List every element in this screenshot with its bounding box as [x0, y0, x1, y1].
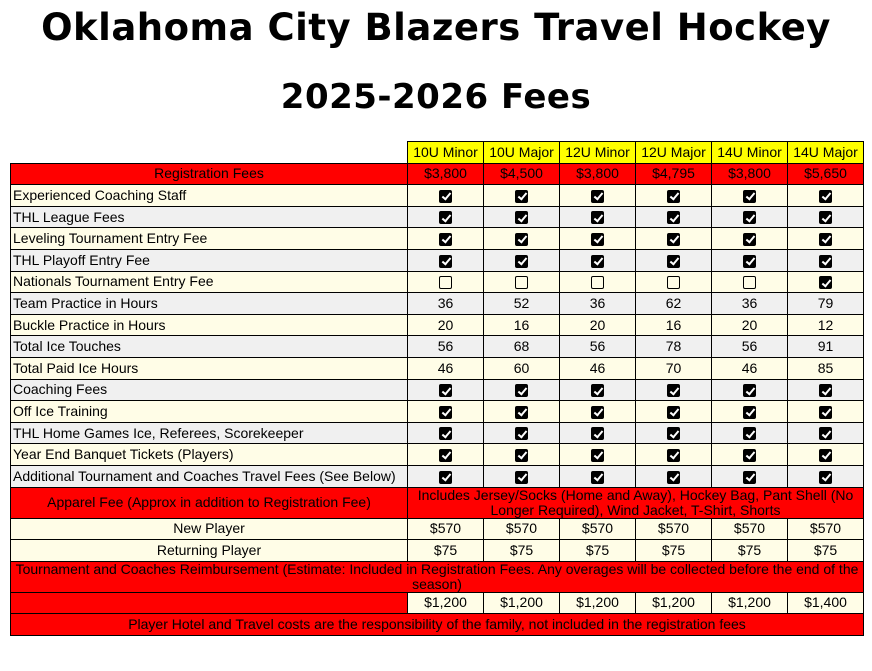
value-cell: 16 — [484, 314, 560, 336]
checked-checkbox-icon — [515, 211, 528, 224]
check-cell — [484, 185, 560, 207]
table-row — [11, 444, 864, 466]
registration-fee-value: $5,650 — [788, 163, 864, 185]
value-cell: 78 — [636, 336, 712, 358]
unchecked-checkbox-icon — [591, 276, 604, 289]
check-cell — [636, 271, 712, 293]
checked-checkbox-icon — [515, 427, 528, 440]
registration-fee-value: $3,800 — [560, 163, 636, 185]
checked-checkbox-icon — [819, 233, 832, 246]
check-cell — [788, 185, 864, 207]
row-label: THL Home Games Ice, Referees, Scorekeeper — [11, 422, 408, 444]
row-label: Apparel Fee (Approx in addition to Registration Fee) — [11, 487, 408, 518]
value-cell: 46 — [408, 357, 484, 379]
check-cell — [560, 465, 636, 487]
check-cell — [712, 444, 788, 466]
value-cell: 36 — [712, 293, 788, 315]
checked-checkbox-icon — [667, 211, 680, 224]
check-cell — [636, 249, 712, 271]
check-cell — [560, 206, 636, 228]
checked-checkbox-icon — [591, 449, 604, 462]
check-cell — [484, 206, 560, 228]
footer-row — [11, 614, 864, 636]
checked-checkbox-icon — [667, 406, 680, 419]
header-blank-cell — [11, 142, 408, 164]
row-label: Year End Banquet Tickets (Players) — [11, 444, 408, 466]
check-cell — [484, 271, 560, 293]
row-label: Off Ice Training — [11, 401, 408, 423]
registration-fees-row — [11, 163, 864, 185]
unchecked-checkbox-icon — [439, 276, 452, 289]
value-cell: $1,200 — [408, 592, 484, 614]
table-row — [11, 336, 864, 358]
checked-checkbox-icon — [667, 190, 680, 203]
value-cell: $570 — [560, 518, 636, 540]
checked-checkbox-icon — [439, 449, 452, 462]
value-cell: $570 — [484, 518, 560, 540]
check-cell — [712, 185, 788, 207]
checked-checkbox-icon — [743, 427, 756, 440]
value-cell: 52 — [484, 293, 560, 315]
checked-checkbox-icon — [439, 255, 452, 268]
value-cell: 60 — [484, 357, 560, 379]
row-label: THL League Fees — [11, 206, 408, 228]
checked-checkbox-icon — [591, 406, 604, 419]
value-cell: $1,200 — [636, 592, 712, 614]
check-cell — [560, 271, 636, 293]
check-cell — [560, 379, 636, 401]
check-cell — [712, 249, 788, 271]
value-cell: $570 — [712, 518, 788, 540]
check-cell — [408, 401, 484, 423]
check-cell — [408, 379, 484, 401]
row-label: Team Practice in Hours — [11, 293, 408, 315]
checked-checkbox-icon — [819, 427, 832, 440]
check-cell — [788, 465, 864, 487]
checked-checkbox-icon — [667, 255, 680, 268]
value-cell: $1,200 — [484, 592, 560, 614]
check-cell — [560, 422, 636, 444]
check-cell — [636, 185, 712, 207]
value-cell: $570 — [788, 518, 864, 540]
check-cell — [560, 185, 636, 207]
checked-checkbox-icon — [515, 449, 528, 462]
check-cell — [484, 249, 560, 271]
unchecked-checkbox-icon — [667, 276, 680, 289]
column-header: 10U Minor — [408, 142, 484, 164]
check-cell — [408, 465, 484, 487]
check-cell — [712, 206, 788, 228]
check-cell — [712, 228, 788, 250]
table-row — [11, 379, 864, 401]
checked-checkbox-icon — [667, 233, 680, 246]
value-cell: 20 — [408, 314, 484, 336]
check-cell — [484, 228, 560, 250]
check-cell — [484, 401, 560, 423]
check-cell — [636, 228, 712, 250]
checked-checkbox-icon — [439, 427, 452, 440]
checked-checkbox-icon — [819, 276, 832, 289]
table-row — [11, 228, 864, 250]
checked-checkbox-icon — [591, 190, 604, 203]
table-row — [11, 357, 864, 379]
check-cell — [636, 444, 712, 466]
value-cell: 70 — [636, 357, 712, 379]
row-label: Experienced Coaching Staff — [11, 185, 408, 207]
row-label: New Player — [11, 518, 408, 540]
check-cell — [484, 379, 560, 401]
table-row — [11, 271, 864, 293]
table-row — [11, 314, 864, 336]
column-header: 10U Major — [484, 142, 560, 164]
registration-fee-value: $3,800 — [408, 163, 484, 185]
checked-checkbox-icon — [667, 384, 680, 397]
checked-checkbox-icon — [743, 384, 756, 397]
row-label: Additional Tournament and Coaches Travel Fees (See Below) — [11, 465, 408, 487]
check-cell — [788, 422, 864, 444]
checked-checkbox-icon — [743, 255, 756, 268]
check-cell — [636, 379, 712, 401]
column-header: 14U Minor — [712, 142, 788, 164]
check-cell — [408, 422, 484, 444]
tournament-label: Tournament and Coaches Reimbursement (Estimate: Included in Registration Fees. Any overages will be collected before the end of the season) — [11, 561, 864, 592]
table-row — [11, 185, 864, 207]
apparel-includes: Includes Jersey/Socks (Home and Away), Hockey Bag, Pant Shell (No Longer Required), Wind Jacket, T-Shirt, Shorts — [408, 487, 864, 518]
row-label: Buckle Practice in Hours — [11, 314, 408, 336]
column-header-row — [11, 142, 864, 164]
registration-fee-value: $3,800 — [712, 163, 788, 185]
column-header: 12U Major — [636, 142, 712, 164]
value-cell: 46 — [712, 357, 788, 379]
check-cell — [484, 422, 560, 444]
checked-checkbox-icon — [819, 406, 832, 419]
checked-checkbox-icon — [819, 190, 832, 203]
row-label: Returning Player — [11, 540, 408, 562]
value-cell: 56 — [712, 336, 788, 358]
column-header: 14U Major — [788, 142, 864, 164]
check-cell — [788, 228, 864, 250]
tournament-reimbursement-row — [11, 561, 864, 592]
unchecked-checkbox-icon — [515, 276, 528, 289]
check-cell — [788, 401, 864, 423]
table-row — [11, 249, 864, 271]
check-cell — [712, 379, 788, 401]
check-cell — [712, 465, 788, 487]
row-label: Leveling Tournament Entry Fee — [11, 228, 408, 250]
empty-label-cell — [11, 592, 408, 614]
checked-checkbox-icon — [743, 449, 756, 462]
checked-checkbox-icon — [743, 211, 756, 224]
page-title: Oklahoma City Blazers Travel Hockey — [41, 6, 831, 49]
checked-checkbox-icon — [743, 471, 756, 484]
checked-checkbox-icon — [743, 406, 756, 419]
value-cell: $75 — [712, 540, 788, 562]
check-cell — [560, 249, 636, 271]
check-cell — [636, 206, 712, 228]
check-cell — [788, 379, 864, 401]
check-cell — [408, 444, 484, 466]
checked-checkbox-icon — [439, 406, 452, 419]
check-cell — [408, 249, 484, 271]
row-label: Total Ice Touches — [11, 336, 408, 358]
check-cell — [484, 444, 560, 466]
check-cell — [636, 422, 712, 444]
checked-checkbox-icon — [591, 384, 604, 397]
value-cell: 79 — [788, 293, 864, 315]
checked-checkbox-icon — [439, 471, 452, 484]
value-cell: 85 — [788, 357, 864, 379]
checked-checkbox-icon — [591, 255, 604, 268]
check-cell — [408, 206, 484, 228]
check-cell — [408, 228, 484, 250]
table-row — [11, 401, 864, 423]
checked-checkbox-icon — [743, 190, 756, 203]
check-cell — [788, 206, 864, 228]
check-cell — [484, 465, 560, 487]
checked-checkbox-icon — [439, 384, 452, 397]
checked-checkbox-icon — [819, 384, 832, 397]
value-cell: $570 — [408, 518, 484, 540]
value-cell: 20 — [712, 314, 788, 336]
checked-checkbox-icon — [439, 211, 452, 224]
footer-note: Player Hotel and Travel costs are the responsibility of the family, not included in the registration fees — [11, 614, 864, 636]
fees-table — [10, 141, 864, 636]
checked-checkbox-icon — [515, 233, 528, 246]
value-cell: $1,400 — [788, 592, 864, 614]
row-label: Registration Fees — [11, 163, 408, 185]
table-row — [11, 293, 864, 315]
row-label: Total Paid Ice Hours — [11, 357, 408, 379]
value-cell: 12 — [788, 314, 864, 336]
check-cell — [560, 401, 636, 423]
checked-checkbox-icon — [515, 255, 528, 268]
returning-player-row — [11, 540, 864, 562]
checked-checkbox-icon — [591, 427, 604, 440]
checked-checkbox-icon — [515, 190, 528, 203]
check-cell — [636, 465, 712, 487]
check-cell — [712, 271, 788, 293]
check-cell — [712, 422, 788, 444]
check-cell — [560, 228, 636, 250]
checked-checkbox-icon — [439, 190, 452, 203]
row-label: Coaching Fees — [11, 379, 408, 401]
checked-checkbox-icon — [591, 233, 604, 246]
value-cell: 16 — [636, 314, 712, 336]
checked-checkbox-icon — [667, 427, 680, 440]
value-cell: 36 — [408, 293, 484, 315]
check-cell — [788, 271, 864, 293]
checked-checkbox-icon — [667, 449, 680, 462]
checked-checkbox-icon — [591, 211, 604, 224]
value-cell: $75 — [636, 540, 712, 562]
value-cell: 68 — [484, 336, 560, 358]
table-row — [11, 465, 864, 487]
apparel-fee-row — [11, 487, 864, 518]
checked-checkbox-icon — [819, 255, 832, 268]
check-cell — [788, 444, 864, 466]
page-subtitle: 2025-2026 Fees — [280, 77, 592, 117]
checked-checkbox-icon — [439, 233, 452, 246]
value-cell: $1,200 — [712, 592, 788, 614]
table-row — [11, 422, 864, 444]
value-cell: 56 — [560, 336, 636, 358]
checked-checkbox-icon — [819, 449, 832, 462]
value-cell: $75 — [408, 540, 484, 562]
checked-checkbox-icon — [591, 471, 604, 484]
check-cell — [560, 444, 636, 466]
value-cell: $75 — [484, 540, 560, 562]
unchecked-checkbox-icon — [743, 276, 756, 289]
row-label: THL Playoff Entry Fee — [11, 249, 408, 271]
value-cell: 36 — [560, 293, 636, 315]
registration-fee-value: $4,500 — [484, 163, 560, 185]
check-cell — [408, 185, 484, 207]
new-player-row — [11, 518, 864, 540]
value-cell: 56 — [408, 336, 484, 358]
value-cell: 46 — [560, 357, 636, 379]
registration-fee-value: $4,795 — [636, 163, 712, 185]
checked-checkbox-icon — [819, 471, 832, 484]
value-cell: 62 — [636, 293, 712, 315]
value-cell: 20 — [560, 314, 636, 336]
value-cell: $75 — [560, 540, 636, 562]
checked-checkbox-icon — [515, 406, 528, 419]
value-cell: $570 — [636, 518, 712, 540]
check-cell — [712, 401, 788, 423]
check-cell — [408, 271, 484, 293]
checked-checkbox-icon — [743, 233, 756, 246]
row-label: Nationals Tournament Entry Fee — [11, 271, 408, 293]
value-cell: $75 — [788, 540, 864, 562]
check-cell — [636, 401, 712, 423]
check-cell — [788, 249, 864, 271]
checked-checkbox-icon — [667, 471, 680, 484]
checked-checkbox-icon — [819, 211, 832, 224]
column-header: 12U Minor — [560, 142, 636, 164]
checked-checkbox-icon — [515, 471, 528, 484]
value-cell: $1,200 — [560, 592, 636, 614]
table-row — [11, 206, 864, 228]
value-cell: 91 — [788, 336, 864, 358]
checked-checkbox-icon — [515, 384, 528, 397]
tournament-values-row — [11, 592, 864, 614]
